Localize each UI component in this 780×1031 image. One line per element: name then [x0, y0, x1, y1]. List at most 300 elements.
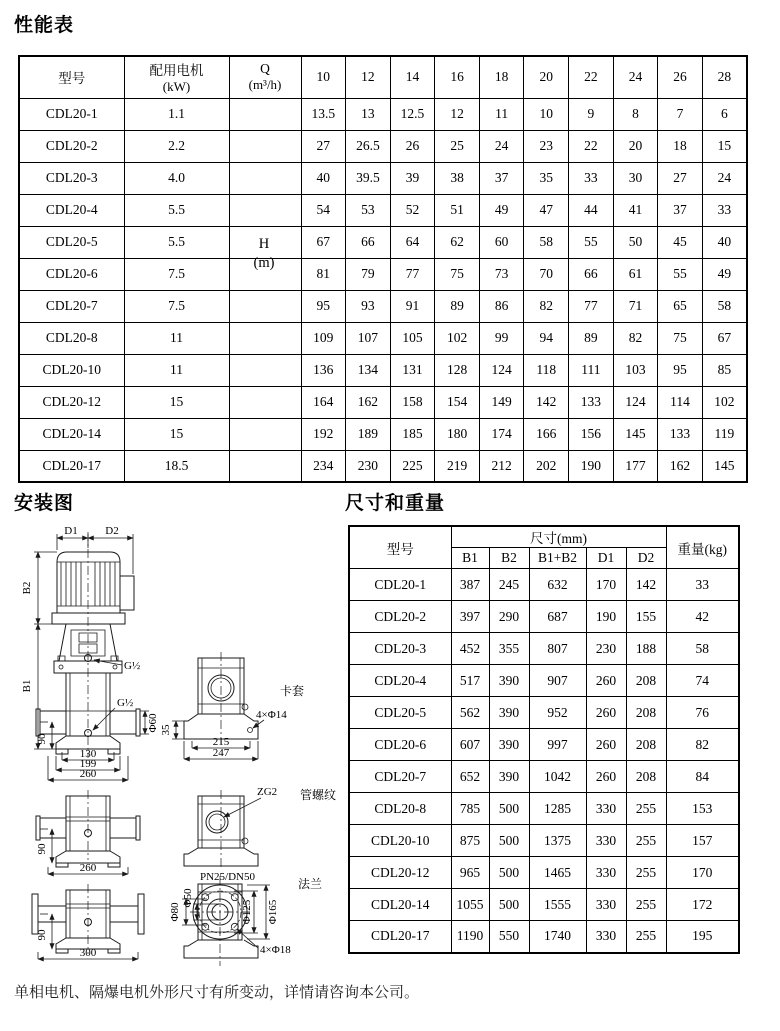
head-cell: 58 [702, 290, 747, 322]
b1b2-cell: 1042 [529, 761, 586, 793]
d2-cell: 255 [626, 889, 666, 921]
head-cell: 67 [301, 226, 346, 258]
head-cell: 133 [658, 418, 703, 450]
model-cell: CDL20-12 [349, 857, 451, 889]
model-cell: CDL20-14 [19, 418, 124, 450]
label-300: 300 [79, 947, 97, 959]
weight-cell: 157 [666, 825, 739, 857]
h-column-segment [229, 354, 301, 386]
weight-cell: 42 [666, 601, 739, 633]
h-column-segment [229, 322, 301, 354]
dims-col-header-model: 型号 [349, 526, 451, 569]
col-header-flow: 20 [524, 56, 569, 98]
head-cell: 55 [658, 258, 703, 290]
d1-cell: 230 [586, 633, 626, 665]
head-cell: 54 [301, 194, 346, 226]
head-cell: 51 [435, 194, 480, 226]
b1-cell: 397 [451, 601, 489, 633]
weight-cell: 153 [666, 793, 739, 825]
b1b2-cell: 807 [529, 633, 586, 665]
weight-cell: 33 [666, 569, 739, 601]
head-cell: 62 [435, 226, 480, 258]
d1-cell: 260 [586, 761, 626, 793]
installation-title: 安装图 [14, 493, 75, 514]
d1-cell: 330 [586, 889, 626, 921]
head-cell: 91 [390, 290, 435, 322]
model-cell: CDL20-17 [19, 450, 124, 482]
performance-table [18, 55, 748, 483]
dimensions-row [349, 569, 739, 601]
dims-col-header-size: B1 [451, 548, 489, 569]
d2-cell: 255 [626, 857, 666, 889]
dims-col-header-size: B2 [489, 548, 529, 569]
model-cell: CDL20-1 [19, 98, 124, 130]
head-cell: 66 [346, 226, 391, 258]
performance-row [19, 194, 747, 226]
h-column-segment [229, 258, 301, 290]
head-cell: 118 [524, 354, 569, 386]
col-header-model: 型号 [19, 56, 124, 98]
b2-cell: 500 [489, 857, 529, 889]
head-cell: 26.5 [346, 130, 391, 162]
d2-cell: 255 [626, 825, 666, 857]
d1-cell: 260 [586, 729, 626, 761]
motor-power-cell: 2.2 [124, 130, 229, 162]
dims-col-header-size: D1 [586, 548, 626, 569]
dimensions-row [349, 857, 739, 889]
col-header-motor-line2: (kW) [162, 79, 191, 95]
head-cell: 86 [479, 290, 524, 322]
model-cell: CDL20-3 [19, 162, 124, 194]
d2-cell: 142 [626, 569, 666, 601]
head-cell: 75 [435, 258, 480, 290]
b2-cell: 500 [489, 825, 529, 857]
installation-diagram [14, 518, 346, 970]
clamp-version-view [160, 652, 304, 759]
head-cell: 13 [346, 98, 391, 130]
model-cell: CDL20-10 [19, 354, 124, 386]
label-90-main: 90 [36, 733, 48, 745]
dimensions-row [349, 793, 739, 825]
h-column-segment [229, 418, 301, 450]
head-cell: 119 [702, 418, 747, 450]
side-view-260 [36, 790, 140, 874]
head-cell: 162 [658, 450, 703, 482]
footnote: 单相电机、隔爆电机外形尺寸有所变动，详情请咨询本公司。 [14, 984, 420, 1001]
head-cell: 40 [301, 162, 346, 194]
performance-title: 性能表 [14, 15, 75, 36]
model-cell: CDL20-2 [19, 130, 124, 162]
b1b2-cell: 952 [529, 697, 586, 729]
head-cell: 85 [702, 354, 747, 386]
head-cell: 35 [524, 162, 569, 194]
label-260-main: 260 [79, 768, 97, 780]
label-g-half-top: G½ [124, 660, 141, 672]
label-phi50: Φ50 [182, 888, 194, 908]
head-cell: 37 [658, 194, 703, 226]
head-cell: 142 [524, 386, 569, 418]
head-cell: 95 [658, 354, 703, 386]
head-cell: 149 [479, 386, 524, 418]
head-cell: 61 [613, 258, 658, 290]
model-cell: CDL20-6 [19, 258, 124, 290]
head-cell: 158 [390, 386, 435, 418]
head-cell: 95 [301, 290, 346, 322]
side-view-300 [32, 884, 144, 959]
head-cell: 166 [524, 418, 569, 450]
head-cell: 212 [479, 450, 524, 482]
label-4x14: 4×Φ14 [256, 709, 287, 721]
motor-power-cell: 15 [124, 418, 229, 450]
head-cell: 75 [658, 322, 703, 354]
head-cell: 6 [702, 98, 747, 130]
head-cell: 50 [613, 226, 658, 258]
model-cell: CDL20-5 [19, 226, 124, 258]
label-pn25-dn50: PN25/DN50 [200, 871, 256, 883]
performance-row [19, 258, 747, 290]
head-cell: 145 [613, 418, 658, 450]
head-cell: 124 [613, 386, 658, 418]
h-column-segment [229, 194, 301, 226]
motor-power-cell: 4.0 [124, 162, 229, 194]
head-cell: 162 [346, 386, 391, 418]
d2-cell: 188 [626, 633, 666, 665]
head-cell: 94 [524, 322, 569, 354]
performance-row [19, 418, 747, 450]
b1-cell: 785 [451, 793, 489, 825]
label-g-half-side: G½ [117, 697, 134, 709]
b2-cell: 245 [489, 569, 529, 601]
label-247: 247 [212, 747, 230, 759]
d1-cell: 190 [586, 601, 626, 633]
weight-cell: 84 [666, 761, 739, 793]
head-cell: 33 [569, 162, 614, 194]
b1b2-cell: 997 [529, 729, 586, 761]
head-cell: 10 [524, 98, 569, 130]
performance-header-row [19, 56, 747, 98]
col-header-flow: 22 [569, 56, 614, 98]
head-cell: 102 [435, 322, 480, 354]
b2-cell: 290 [489, 601, 529, 633]
d1-cell: 260 [586, 665, 626, 697]
head-cell: 37 [479, 162, 524, 194]
head-cell: 55 [569, 226, 614, 258]
h-unit-line2: (m) [253, 255, 275, 271]
performance-row [19, 290, 747, 322]
b1-cell: 875 [451, 825, 489, 857]
model-cell: CDL20-2 [349, 601, 451, 633]
col-header-q [229, 56, 301, 98]
b1b2-cell: 1465 [529, 857, 586, 889]
model-cell: CDL20-4 [349, 665, 451, 697]
head-cell: 44 [569, 194, 614, 226]
head-cell: 79 [346, 258, 391, 290]
label-phi165: Φ165 [267, 899, 279, 925]
dims-col-header-size-group: 尺寸(mm) [451, 526, 666, 548]
head-cell: 111 [569, 354, 614, 386]
head-cell: 12.5 [390, 98, 435, 130]
d1-cell: 170 [586, 569, 626, 601]
b2-cell: 390 [489, 697, 529, 729]
label-35: 35 [160, 724, 172, 736]
head-cell: 7 [658, 98, 703, 130]
head-cell: 99 [479, 322, 524, 354]
d2-cell: 155 [626, 601, 666, 633]
b1b2-cell: 907 [529, 665, 586, 697]
head-cell: 202 [524, 450, 569, 482]
label-90-side: 90 [36, 843, 48, 855]
head-cell: 82 [524, 290, 569, 322]
head-cell: 230 [346, 450, 391, 482]
head-cell: 131 [390, 354, 435, 386]
label-90-flange: 90 [36, 929, 48, 941]
h-column-segment [229, 226, 301, 258]
head-cell: 71 [613, 290, 658, 322]
b1-cell: 452 [451, 633, 489, 665]
model-cell: CDL20-14 [349, 889, 451, 921]
head-cell: 27 [658, 162, 703, 194]
b1b2-cell: 1555 [529, 889, 586, 921]
b1b2-cell: 632 [529, 569, 586, 601]
weight-cell: 58 [666, 633, 739, 665]
dimensions-row [349, 665, 739, 697]
b2-cell: 355 [489, 633, 529, 665]
motor-power-cell: 18.5 [124, 450, 229, 482]
label-phi80: Φ80 [169, 902, 181, 922]
model-cell: CDL20-4 [19, 194, 124, 226]
d2-cell: 208 [626, 697, 666, 729]
head-cell: 73 [479, 258, 524, 290]
head-cell: 47 [524, 194, 569, 226]
head-cell: 45 [658, 226, 703, 258]
label-pipe-thread: 管螺纹 [300, 788, 337, 802]
head-cell: 52 [390, 194, 435, 226]
label-zg2: ZG2 [257, 786, 278, 798]
head-cell: 40 [702, 226, 747, 258]
label-d1: D1 [64, 525, 78, 537]
head-cell: 89 [435, 290, 480, 322]
b1-cell: 965 [451, 857, 489, 889]
h-column-segment [229, 98, 301, 130]
col-header-flow: 24 [613, 56, 658, 98]
motor-power-cell: 11 [124, 354, 229, 386]
dimensions-row [349, 825, 739, 857]
performance-row [19, 450, 747, 482]
head-cell: 145 [702, 450, 747, 482]
head-cell: 64 [390, 226, 435, 258]
head-cell: 93 [346, 290, 391, 322]
d2-cell: 208 [626, 761, 666, 793]
model-cell: CDL20-8 [349, 793, 451, 825]
col-header-motor-line1: 配用电机 [149, 63, 204, 79]
head-cell: 180 [435, 418, 480, 450]
head-cell: 190 [569, 450, 614, 482]
head-cell: 23 [524, 130, 569, 162]
head-cell: 70 [524, 258, 569, 290]
head-cell: 60 [479, 226, 524, 258]
head-cell: 105 [390, 322, 435, 354]
model-cell: CDL20-10 [349, 825, 451, 857]
head-cell: 164 [301, 386, 346, 418]
head-cell: 9 [569, 98, 614, 130]
col-header-motor [124, 56, 229, 98]
head-cell: 30 [613, 162, 658, 194]
d2-cell: 255 [626, 793, 666, 825]
head-cell: 24 [702, 162, 747, 194]
performance-row [19, 354, 747, 386]
b2-cell: 390 [489, 761, 529, 793]
model-cell: CDL20-12 [19, 386, 124, 418]
head-cell: 38 [435, 162, 480, 194]
head-cell: 107 [346, 322, 391, 354]
head-cell: 58 [524, 226, 569, 258]
head-cell: 22 [569, 130, 614, 162]
dimensions-row [349, 729, 739, 761]
performance-row [19, 386, 747, 418]
b1b2-cell: 1285 [529, 793, 586, 825]
head-cell: 11 [479, 98, 524, 130]
b1-cell: 1190 [451, 921, 489, 953]
weight-cell: 76 [666, 697, 739, 729]
head-cell: 8 [613, 98, 658, 130]
motor-power-cell: 5.5 [124, 194, 229, 226]
d2-cell: 208 [626, 729, 666, 761]
motor-power-cell: 15 [124, 386, 229, 418]
b1-cell: 607 [451, 729, 489, 761]
model-cell: CDL20-8 [19, 322, 124, 354]
dimensions-row [349, 601, 739, 633]
performance-row [19, 162, 747, 194]
weight-cell: 195 [666, 921, 739, 953]
head-cell: 234 [301, 450, 346, 482]
label-clamp-type: 卡套 [280, 684, 305, 698]
performance-table-wrap [18, 55, 746, 483]
d1-cell: 330 [586, 793, 626, 825]
h-column-segment [229, 290, 301, 322]
b1b2-cell: 1375 [529, 825, 586, 857]
b2-cell: 500 [489, 889, 529, 921]
head-cell: 154 [435, 386, 480, 418]
head-cell: 136 [301, 354, 346, 386]
label-215: 215 [212, 736, 230, 748]
head-cell: 81 [301, 258, 346, 290]
head-cell: 27 [301, 130, 346, 162]
head-cell: 89 [569, 322, 614, 354]
b2-cell: 390 [489, 729, 529, 761]
weight-cell: 172 [666, 889, 739, 921]
dims-col-header-size: D2 [626, 548, 666, 569]
performance-row [19, 322, 747, 354]
h-column-segment [229, 162, 301, 194]
head-cell: 20 [613, 130, 658, 162]
model-cell: CDL20-1 [349, 569, 451, 601]
head-cell: 192 [301, 418, 346, 450]
d1-cell: 330 [586, 825, 626, 857]
b1-cell: 562 [451, 697, 489, 729]
dimensions-row [349, 697, 739, 729]
weight-cell: 170 [666, 857, 739, 889]
h-column-segment [229, 450, 301, 482]
head-cell: 53 [346, 194, 391, 226]
label-130: 130 [79, 748, 97, 760]
b2-cell: 390 [489, 665, 529, 697]
head-cell: 49 [479, 194, 524, 226]
h-column-segment [229, 130, 301, 162]
head-cell: 26 [390, 130, 435, 162]
col-header-flow: 16 [435, 56, 480, 98]
col-header-q-line1: Q [260, 61, 270, 77]
h-unit-line1: H [258, 236, 270, 252]
model-cell: CDL20-7 [349, 761, 451, 793]
label-260-side: 260 [79, 862, 97, 874]
motor-power-cell: 7.5 [124, 290, 229, 322]
model-cell: CDL20-6 [349, 729, 451, 761]
weight-cell: 82 [666, 729, 739, 761]
head-cell: 25 [435, 130, 480, 162]
col-header-flow: 26 [658, 56, 703, 98]
head-cell: 174 [479, 418, 524, 450]
dimensions-title: 尺寸和重量 [345, 493, 446, 514]
dimensions-row [349, 889, 739, 921]
col-header-flow: 18 [479, 56, 524, 98]
performance-row [19, 226, 747, 258]
b2-cell: 500 [489, 793, 529, 825]
head-cell: 67 [702, 322, 747, 354]
d1-cell: 330 [586, 857, 626, 889]
head-cell: 39 [390, 162, 435, 194]
col-header-flow: 12 [346, 56, 391, 98]
dimensions-header-row-1 [349, 526, 739, 548]
label-199: 199 [79, 758, 97, 770]
performance-row [19, 98, 747, 130]
head-cell: 65 [658, 290, 703, 322]
b1-cell: 387 [451, 569, 489, 601]
model-cell: CDL20-5 [349, 697, 451, 729]
head-cell: 82 [613, 322, 658, 354]
label-phi125: Φ125 [241, 899, 253, 925]
head-cell: 134 [346, 354, 391, 386]
head-cell: 225 [390, 450, 435, 482]
col-header-q-line2: (m³/h) [248, 77, 282, 93]
label-flange-type: 法兰 [298, 877, 323, 891]
head-cell: 156 [569, 418, 614, 450]
dimensions-row [349, 921, 739, 953]
head-cell: 12 [435, 98, 480, 130]
head-cell: 114 [658, 386, 703, 418]
dims-col-header-weight: 重量(kg) [666, 526, 739, 569]
d2-cell: 208 [626, 665, 666, 697]
label-b1: B1 [21, 679, 33, 693]
head-cell: 49 [702, 258, 747, 290]
d1-cell: 260 [586, 697, 626, 729]
thread-version-view [184, 786, 336, 868]
head-cell: 103 [613, 354, 658, 386]
b1-cell: 652 [451, 761, 489, 793]
col-header-flow: 28 [702, 56, 747, 98]
head-cell: 66 [569, 258, 614, 290]
performance-row [19, 130, 747, 162]
head-cell: 39.5 [346, 162, 391, 194]
d1-cell: 330 [586, 921, 626, 953]
col-header-flow: 10 [301, 56, 346, 98]
dimensions-table [348, 525, 740, 954]
d2-cell: 255 [626, 921, 666, 953]
dimensions-row [349, 633, 739, 665]
head-cell: 124 [479, 354, 524, 386]
b1-cell: 1055 [451, 889, 489, 921]
label-d2: D2 [105, 525, 119, 537]
head-cell: 41 [613, 194, 658, 226]
